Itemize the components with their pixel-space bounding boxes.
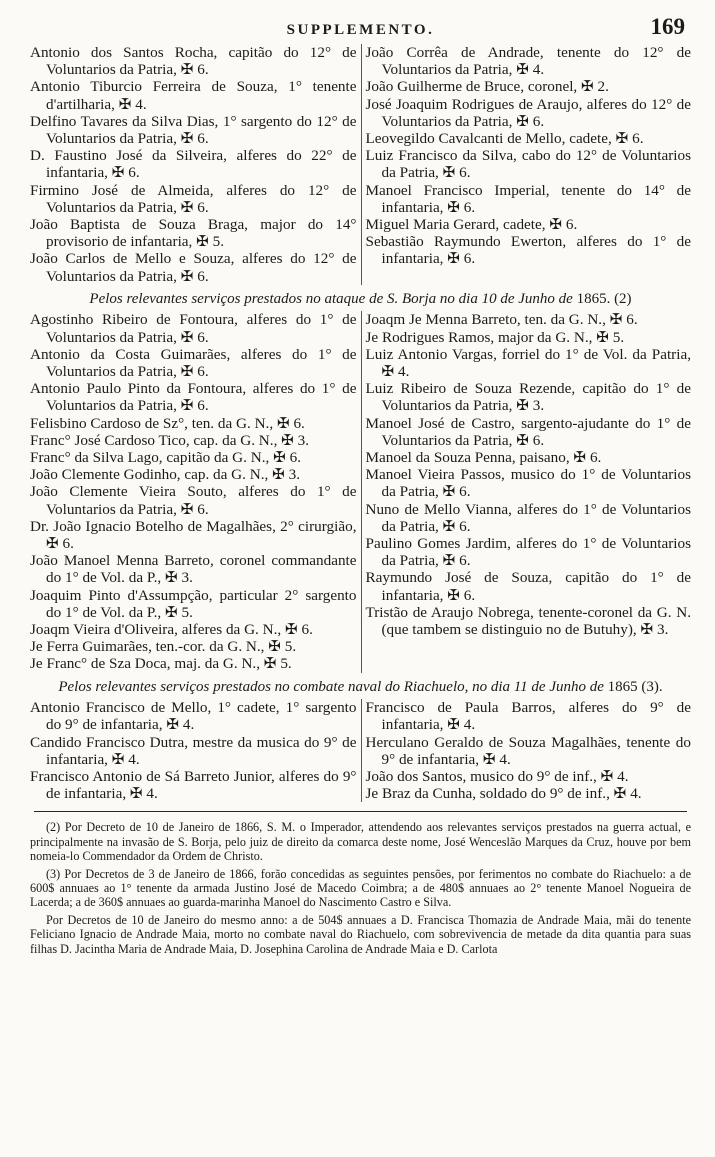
award-entry: Joaqm Je Menna Barreto, ten. da G. N., ✠ 6. xyxy=(365,311,638,329)
award-entry: Manoel José de Castro, sargento-ajudante do 1° de Voluntarios da Patria, ✠ 6. xyxy=(365,414,691,449)
page-header xyxy=(30,14,691,44)
section-3-caption xyxy=(38,679,683,697)
award-entry: Franc° da Silva Lago, capitão da G. N., ✠ 6. xyxy=(30,448,302,466)
award-entry: Herculano Geraldo de Souza Magalhães, tenente do 9° de infantaria, ✠ 4. xyxy=(365,733,691,768)
award-entry: Sebastião Raymundo Ewerton, alferes do 1° de infantaria, ✠ 6. xyxy=(365,233,691,268)
award-entry: Francisco de Paula Barros, alferes do 9° de infantaria, ✠ 4. xyxy=(365,699,691,734)
award-entry: João Baptista de Souza Braga, major do 14° provisorio de infantaria, ✠ 5. xyxy=(30,216,357,251)
award-entry: Manoel Francisco Imperial, tenente do 14° de infantaria, ✠ 6. xyxy=(365,181,691,216)
award-entry: João Corrêa de Andrade, tenente do 12° de Voluntarios da Patria, ✠ 4. xyxy=(365,44,691,79)
award-entry: José Joaquim Rodrigues de Araujo, alferes do 12° de Voluntarios da Patria, ✠ 6. xyxy=(365,95,691,130)
award-entry: Luiz Ribeiro de Souza Rezende, capitão do 1° de Voluntarios da Patria, ✠ 3. xyxy=(365,380,691,415)
award-entry: Miguel Maria Gerard, cadete, ✠ 6. xyxy=(365,216,578,234)
award-entry: Leovegildo Cavalcanti de Mello, cadete, ✠ 6. xyxy=(365,130,644,148)
footnote-separator xyxy=(34,811,687,812)
award-entry: Tristão de Araujo Nobrega, tenente-coronel da G. N. (que tambem se distinguio no de Butuhy), ✠ 3. xyxy=(365,603,691,638)
running-title: SUPPLEMENTO. xyxy=(286,22,435,38)
section-2-left-column xyxy=(30,311,361,672)
caption-text: Pelos relevantes serviços prestados no ataque de S. Borja no dia 10 de Junho de xyxy=(89,290,573,307)
award-entry: João Guilherme de Bruce, coronel, ✠ 2. xyxy=(365,78,609,96)
section-2-caption xyxy=(38,291,683,309)
section-1-left-column xyxy=(30,44,361,285)
caption-text: Pelos relevantes serviços prestados no combate naval do Riachuelo, no dia 11 de Junho de xyxy=(58,678,604,695)
footnote-3: (3) Por Decretos de 3 de Janeiro de 1866, forão concedidas as seguintes pensões, por ferimentos no combate do Riachuelo: a de 600$ annuaes ao 1° tenente da armada Justino José de Macedo Coimbra; a de 480$ annuaes ao 2° tenente Manoel Nogueira de Lacerda; a de 360$ annuaes ao guarda-marinha Manoel do Nascimento Castro e Silva. xyxy=(30,866,691,910)
award-entry: Dr. João Ignacio Botelho de Magalhães, 2° cirurgião, ✠ 6. xyxy=(30,517,357,552)
footnote-2: (2) Por Decreto de 10 de Janeiro de 1866, S. M. o Imperador, attendendo aos relevantes serviços prestados na guerra actual, e principalmente na invasão de S. Borja, pelo juiz de direito da comarca deste nome, José Wenceslão Marques da Cruz, houve por bem nomeia-lo Commendador da Ordem de Christo. xyxy=(30,820,691,864)
section-3-right-column xyxy=(361,699,692,802)
page-number: 169 xyxy=(650,14,685,39)
section-3 xyxy=(30,699,691,802)
award-entry: Je Ferra Guimarães, ten.-cor. da G. N., ✠ 5. xyxy=(30,638,297,656)
award-entry: Raymundo José de Souza, capitão do 1° de infantaria, ✠ 6. xyxy=(365,569,691,604)
award-entry: João Clemente Godinho, cap. da G. N., ✠ 3. xyxy=(30,466,301,484)
award-entry: Firmino José de Almeida, alferes do 12° de Voluntarios da Patria, ✠ 6. xyxy=(30,181,357,216)
award-entry: Francisco Antonio de Sá Barreto Junior, alferes do 9° de infantaria, ✠ 4. xyxy=(30,767,357,803)
award-entry: Paulino Gomes Jardim, alferes do 1° de Voluntarios da Patria, ✠ 6. xyxy=(365,534,691,570)
award-entry: Je Rodrigues Ramos, major da G. N., ✠ 5. xyxy=(365,328,625,346)
footnote-3-continued: Por Decretos de 10 de Janeiro do mesmo anno: a de 504$ annuaes a D. Francisca Thomazia de Andrade Maia, mãi do tenente Feliciano Ignacio de Andrade Maia, morto no combate naval do Riachuelo, com sobrevivencia de metade da dita quantia para suas filhas D. Jacintha Maria de Andrade Maia, D. Josephina Carolina de Andrade Maia e D. Carlota xyxy=(30,912,691,956)
award-entry: Antonio Francisco de Mello, 1° cadete, 1° sargento do 9° de infantaria, ✠ 4. xyxy=(30,699,357,734)
award-entry: João Manoel Menna Barreto, coronel commandante do 1° de Vol. da P., ✠ 3. xyxy=(30,552,357,587)
award-entry: Nuno de Mello Vianna, alferes do 1° de Voluntarios da Patria, ✠ 6. xyxy=(365,500,691,535)
section-1 xyxy=(30,44,691,285)
section-2 xyxy=(30,311,691,672)
award-entry: João Carlos de Mello e Souza, alferes do 12° de Voluntarios da Patria, ✠ 6. xyxy=(30,250,357,285)
award-entry: Antonio da Costa Guimarães, alferes do 1° de Voluntarios da Patria, ✠ 6. xyxy=(30,345,357,380)
section-1-right-column xyxy=(361,44,692,285)
award-entry: Luiz Francisco da Silva, cabo do 12° de Voluntarios da Patria, ✠ 6. xyxy=(365,147,691,182)
award-entry: Joaquim Pinto d'Assumpção, particular 2° sargento do 1° de Vol. da P., ✠ 5. xyxy=(30,586,357,621)
footnotes xyxy=(30,820,691,956)
award-entry: João dos Santos, musico do 9° de inf., ✠ 4. xyxy=(365,767,629,785)
section-3-left-column xyxy=(30,699,361,802)
section-2-right-column xyxy=(361,311,692,672)
award-entry: Je Franc° de Sza Doca, maj. da G. N., ✠ 5. xyxy=(30,655,292,673)
award-entry: Delfino Tavares da Silva Dias, 1° sargento do 12° de Voluntarios da Patria, ✠ 6. xyxy=(30,112,357,148)
award-entry: Antonio Paulo Pinto da Fontoura, alferes do 1° de Voluntarios da Patria, ✠ 6. xyxy=(30,380,357,415)
caption-date: 1865 (3). xyxy=(603,678,663,695)
award-entry: Joaqm Vieira d'Oliveira, alferes da G. N., ✠ 6. xyxy=(30,621,313,638)
award-entry: Antonio Tiburcio Ferreira de Souza, 1° tenente d'artilharia, ✠ 4. xyxy=(30,78,357,113)
award-entry: Antonio dos Santos Rocha, capitão do 12° de Voluntarios da Patria, ✠ 6. xyxy=(30,44,357,79)
award-entry: Manoel Vieira Passos, musico do 1° de Voluntarios da Patria, ✠ 6. xyxy=(365,466,691,501)
award-entry: João Clemente Vieira Souto, alferes do 1° de Voluntarios da Patria, ✠ 6. xyxy=(30,483,357,518)
award-entry: Manoel da Souza Penna, paisano, ✠ 6. xyxy=(365,448,602,466)
award-entry: Luiz Antonio Vargas, forriel do 1° de Vol. da Patria, ✠ 4. xyxy=(365,345,691,380)
award-entry: D. Faustino José da Silveira, alferes do 22° de infantaria, ✠ 6. xyxy=(30,147,357,182)
award-entry: Je Braz da Cunha, soldado do 9° de inf., ✠ 4. xyxy=(365,785,642,803)
award-entry: Candido Francisco Dutra, mestre da musica do 9° de infantaria, ✠ 4. xyxy=(30,733,357,768)
award-entry: Agostinho Ribeiro de Fontoura, alferes do 1° de Voluntarios da Patria, ✠ 6. xyxy=(30,311,357,346)
award-entry: Franc° José Cardoso Tico, cap. da G. N., ✠ 3. xyxy=(30,431,310,449)
award-entry: Felisbino Cardoso de Sz°, ten. da G. N., ✠ 6. xyxy=(30,414,305,432)
caption-date: 1865. (2) xyxy=(572,290,632,307)
